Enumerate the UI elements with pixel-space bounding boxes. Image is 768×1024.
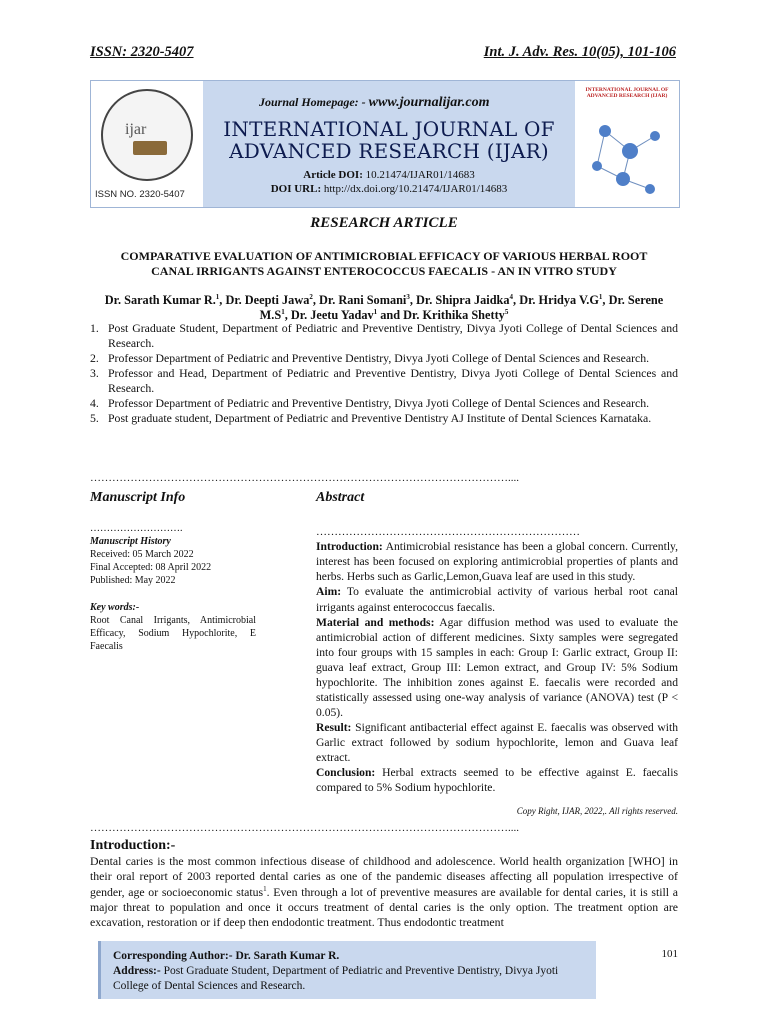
article-title-line2: CANAL IRRIGANTS AGAINST ENTEROCOCCUS FAECALIS - AN IN VITRO STUDY [151,263,617,278]
abstract-dots: ……………………………………………………………… [316,526,580,538]
cover-title: INTERNATIONAL JOURNAL OF ADVANCED RESEARCH (IJAR) [585,87,669,100]
article-title [90,249,678,278]
molecule-icon [585,111,669,201]
manuscript-info [90,522,256,653]
abstract-result [316,720,678,765]
abstract-body [316,525,678,795]
journal-banner [90,80,680,208]
author-affiliation-mark: 1 [598,293,603,301]
manuscript-dots: ………………………. [90,523,183,534]
author-affiliation-mark: 1 [281,308,285,317]
affiliation-text: Post Graduate Student, Department of Pediatric and Preventive Dentistry, Divya Jyoti College of Dental Sciences and Research. [108,321,678,350]
affiliation-item [90,366,678,396]
accepted-date: Final Accepted: 08 April 2022 [90,562,212,573]
journal-homepage [259,95,490,111]
affiliation-item [90,411,678,426]
manuscript-history-label: Manuscript History [90,536,171,547]
author-affiliation-mark: 2 [309,293,313,301]
abstract-aim-label: Aim: [316,585,342,599]
introduction-text [90,854,678,931]
doi-url-link[interactable]: http://dx.doi.org/10.21474/IJAR01/14683 [323,182,508,195]
affiliation-number: 5. [90,410,99,425]
affiliation-text: Professor Department of Pediatric and Preventive Dentistry, Divya Jyoti College of Dental Sciences and Research. [108,395,650,410]
homepage-label: Journal Homepage: - [259,95,366,109]
separator-top: …………………………………………………………………………………………………….... [90,472,519,484]
abstract-result-label: Result: [316,721,352,735]
abstract-methods-text: Agar diffusion method was used to evaluate the antimicrobial action of different medicines. Sixty samples were segregated into four groups with 15 samples in each: Group I: Garlic extract, Group II: guava leaf extract, Group III: Lemon extract, and Group IV: 5% Sodium hypochlorite. The inhibition zones against E. faecalis were recorded and statistically assessed using one-way analysis of variance (ANOVA) test (P < 0.05). [316,615,678,719]
affiliation-number: 1. [90,321,99,335]
abstract-heading: Abstract [316,490,365,505]
journal-cover-thumbnail [575,81,679,207]
address-label: Address:- [113,965,161,978]
author-name: Dr. Jeetu Yadav [290,308,374,323]
affiliation-number: 3. [90,365,99,380]
doi-value: 10.21474/IJAR01/14683 [365,169,475,181]
doi-url-label: DOI URL: [270,182,322,195]
manuscript-info-heading: Manuscript Info [90,490,186,505]
keywords-label: Key words:- [90,602,140,613]
author-name: Dr. Serene M.S [259,293,664,323]
journal-title-line2: ADVANCED RESEARCH (IJAR) [229,138,549,163]
author-name: Dr. Shipra Jaidka [416,293,510,308]
author-name: Dr. Krithika Shetty [403,308,505,323]
author-affiliation-mark: 1 [373,308,378,317]
page-number: 101 [661,948,678,960]
introduction-heading: Introduction:- [90,838,176,853]
running-header-citation: Int. J. Adv. Res. 10(05), 101-106 [483,44,676,60]
abstract-result-text: Significant antibacterial effect against E. faecalis was observed with Garlic extract followed by sodium hypochlorite, lemon and Guava leaf extract. [316,721,678,765]
received-date: Received: 05 March 2022 [90,549,194,560]
affiliation-text: Professor and Head, Department of Pediatric and Preventive Dentistry, Divya Jyoti College of Dental Sciences and Research. [108,365,678,395]
running-header-issn: ISSN: 2320-5407 [90,44,194,60]
intro-text-b: . Even through a lot of preventive measures are available for dental caries, it is still a major threat to population and once it occurs treatment of dental caries is the only option. The treatment option are excavation, restoration or if deep then endodontic treatment. Thus endodontic treatment [90,884,679,930]
article-title-line1: COMPARATIVE EVALUATION OF ANTIMICROBIAL EFFICACY OF VARIOUS HERBAL ROOT [120,249,648,263]
abstract-methods-label: Material and methods: [316,615,435,629]
affiliation-text: Professor Department of Pediatric and Preventive Dentistry, Divya Jyoti College of Dental Sciences and Research. [108,350,650,365]
author-name: Dr. Deepti Jawa [225,293,310,308]
abstract-conclusion [316,765,678,795]
author-list: Dr. Sarath Kumar R.$^1$, Dr. Deepti Jawa$^2$, Dr. Rani Somani$^3$, Dr. Shipra Jaidka$^4$, Dr. Hridya $V.G^1$, Dr. Serene $M.S^1$, Dr. Jeetu Yadav$^1$ and Dr. Krithika Shetty$^5$ [104,293,664,323]
abstract-methods [316,615,678,720]
affiliation-item [90,396,678,411]
doi-block [203,169,575,197]
abstract-conclusion-text: Herbal extracts seemed to be effective against E. faecalis compared to 5% Sodium hypochlorite. [316,766,678,795]
separator-bottom: …………………………………………………………………………………………………….... [90,822,519,834]
abstract-intro-text: Antimicrobial resistance has been a global concern. Currently, interest has been focused on exploring antimicrobial properties of plants and herbs. Herbs such as Garlic,Lemon,Guava leaf are used in this study. [316,540,678,584]
affiliation-number: 4. [90,395,99,410]
keywords: Root Canal Irrigants, Antimicrobial Efficacy, Sodium Hypochlorite, E Faecalis [90,615,256,652]
book-icon [133,141,167,155]
logo-text: ijar [125,121,147,138]
homepage-link[interactable]: www.journalijar.com [368,95,490,110]
published-date: Published: May 2022 [90,575,176,586]
abstract-aim-text: To evaluate the antimicrobial activity of various herbal root canal irrigants against enterococcus faecalis. [316,585,678,614]
affiliation-number: 2. [90,350,99,365]
author-affiliation-mark: 1 [215,293,220,301]
abstract-aim [316,584,678,614]
address-text: Post Graduate Student, Department of Pediatric and Preventive Dentistry, Divya Jyoti College of Dental Sciences and Research. [113,965,559,993]
affiliation-item [90,321,678,351]
logo-emblem [101,89,193,181]
corresponding-author-label: Corresponding Author:- Dr. Sarath Kumar R. [113,950,340,962]
abstract-conclusion-label: Conclusion: [316,766,376,780]
copyright-notice: Copy Right, IJAR, 2022,. All rights reserved. [516,806,678,816]
journal-logo [91,81,203,207]
affiliation-item [90,351,678,366]
author-name: Dr. Hridya V.G [519,293,599,308]
logo-issn: ISSN NO. 2320-5407 [95,189,185,200]
abstract-intro-label: Introduction: [316,540,383,554]
author-name: Dr. Rani Somani [319,293,407,308]
journal-title [203,119,575,162]
article-type: RESEARCH ARTICLE [310,215,458,231]
affiliation-text: Post graduate student, Department of Pediatric and Preventive Dentistry AJ Institute of Dental Sciences Karnataka. [108,410,652,425]
affiliation-list [90,321,678,426]
author-affiliation-mark: 4 [509,293,514,301]
abstract-introduction [316,539,678,584]
author-affiliation-mark: 3 [406,293,410,301]
author-name: Dr. Sarath Kumar R. [104,293,216,308]
author-affiliation-mark: 5 [504,308,509,317]
journal-title-line1: INTERNATIONAL JOURNAL OF [223,117,555,141]
intro-text-a: Dental caries is the most common infectious disease of childhood and adolescence. World health organization [WHO] in their oral report of 2003 reported dental caries as one of the pandemic diseases affecting all population irrespective of gender, age or socioeconomic status [90,854,678,899]
doi-label: Article DOI: [303,169,363,181]
intro-citation: 1 [263,884,267,893]
corresponding-author-box [98,941,596,999]
